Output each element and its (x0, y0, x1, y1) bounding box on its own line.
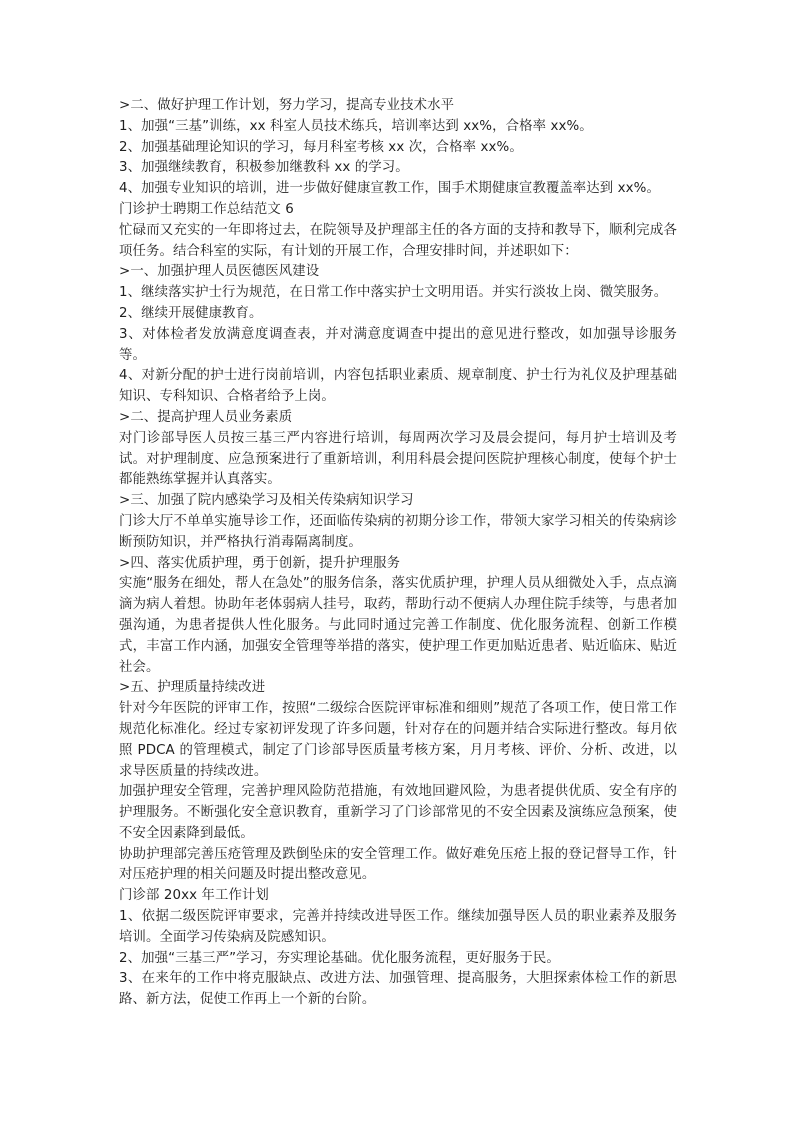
list-item: 2、加强基础理论知识的学习，每月科室考核 xx 次，合格率 xx%。 (119, 139, 523, 155)
list-item: 4、加强专业知识的培训，进一步做好健康宣教工作，围手术期健康宣教覆盖率达到 xx%。 (119, 181, 660, 197)
list-item: 2、加强“三基三严”学习，夯实理论基础。优化服务流程，更好服务于民。 (119, 950, 560, 966)
paragraph: 加强护理安全管理，完善护理风险防范措施，有效地回避风险，为患者提供优质、安全有序的护理服务。不断强化安全意识教育，重新学习了门诊部常见的不安全因素及演练应急预案，使不安全因素降到最低。 (119, 784, 677, 841)
list-item: 1、继续落实护士行为规范，在日常工作中落实护士文明用语。并实行淡妆上岗、微笑服务。 (119, 285, 668, 301)
paragraph: 协助护理部完善压疮管理及跌倒坠床的安全管理工作。做好难免压疮上报的登记督导工作，针对压疮护理的相关问题及时提出整改意见。 (119, 846, 677, 883)
document-body (119, 96, 677, 1011)
paragraph: 针对今年医院的评审工作，按照“二级综合医院评审标准和细则”规范了各项工作，使日常工作规范化标准化。经过专家初评发现了许多问题，针对存在的问题并结合实际进行整改。每月依照 PDCA 的管理模式，制定了门诊部导医质量考核方案，月月考核、评价、分析、改进，以求导医质量的持续改进。 (119, 701, 677, 779)
section-heading-work-plan: >二、做好护理工作计划，努力学习，提高专业技术水平 (119, 98, 455, 113)
intro-paragraph: 忙碌而又充实的一年即将过去，在院领导及护理部主任的各方面的支持和教导下，顺利完成各项任务。结合科室的实际，有计划的开展工作，合理安排时间，并述职如下： (119, 222, 677, 259)
section-heading-infection: >三、加强了院内感染学习及相关传染病知识学习 (119, 493, 414, 509)
paragraph: 门诊大厅不单单实施导诊工作，还面临传染病的初期分诊工作，带领大家学习相关的传染病诊断预防知识，并严格执行消毒隔离制度。 (119, 513, 677, 550)
section-heading-quality: >二、提高护理人员业务素质 (119, 409, 293, 425)
list-item: 3、对体检者发放满意度调查表，并对满意度调查中提出的意见进行整改，如加强导诊服务等。 (119, 326, 677, 363)
list-item: 2、继续开展健康教育。 (119, 305, 263, 321)
list-item: 1、加强“三基”训练，xx 科室人员技术练兵，培训率达到 xx%，合格率 xx%。 (119, 118, 593, 134)
paragraph: 对门诊部导医人员按三基三严内容进行培训，每周两次学习及晨会提问，每月护士培训及考试。对护理制度、应急预案进行了重新培训，利用科晨会提问医院护理核心制度，使每个护士都能熟练掌握并认真落实。 (119, 430, 677, 488)
list-item: 3、加强继续教育，积极参加继教科 xx 的学习。 (119, 160, 409, 176)
section-heading-service: >四、落实优质护理，勇于创新，提升护理服务 (119, 555, 401, 571)
paragraph: 实施“服务在细处，帮人在急处”的服务信条，落实优质护理，护理人员从细微处入手，点点滴滴为病人着想。协助年老体弱病人挂号，取药，帮助行动不便病人办理住院手续等，与患者加强沟通，为患者提供人性化服务。与此同时通过完善工作制度、优化服务流程、创新工作模式，丰富工作内涵，加强安全管理等举措的落实，使护理工作更加贴近患者、贴近临床、贴近社会。 (119, 576, 677, 675)
list-item: 3、在来年的工作中将克服缺点、改进方法、加强管理、提高服务，大胆探索体检工作的新思路、新方法，促使工作再上一个新的台阶。 (119, 971, 677, 1008)
section-heading-ethics: >一、加强护理人员医德医风建设 (119, 264, 320, 280)
list-item: 4、对新分配的护士进行岗前培训，内容包括职业素质、规章制度、护士行为礼仪及护理基础知识、专科知识、合格者给予上岗。 (119, 368, 677, 405)
list-item: 1、依据二级医院评审要求，完善并持续改进导医工作。继续加强导医人员的职业素养及服务培训。全面学习传染病及院感知识。 (119, 909, 677, 945)
section-heading-annual-plan: 门诊部 20xx 年工作计划 (119, 888, 269, 904)
document-title: 门诊护士聘期工作总结范文 6 (119, 201, 294, 217)
section-heading-improvement: >五、护理质量持续改进 (119, 680, 266, 696)
